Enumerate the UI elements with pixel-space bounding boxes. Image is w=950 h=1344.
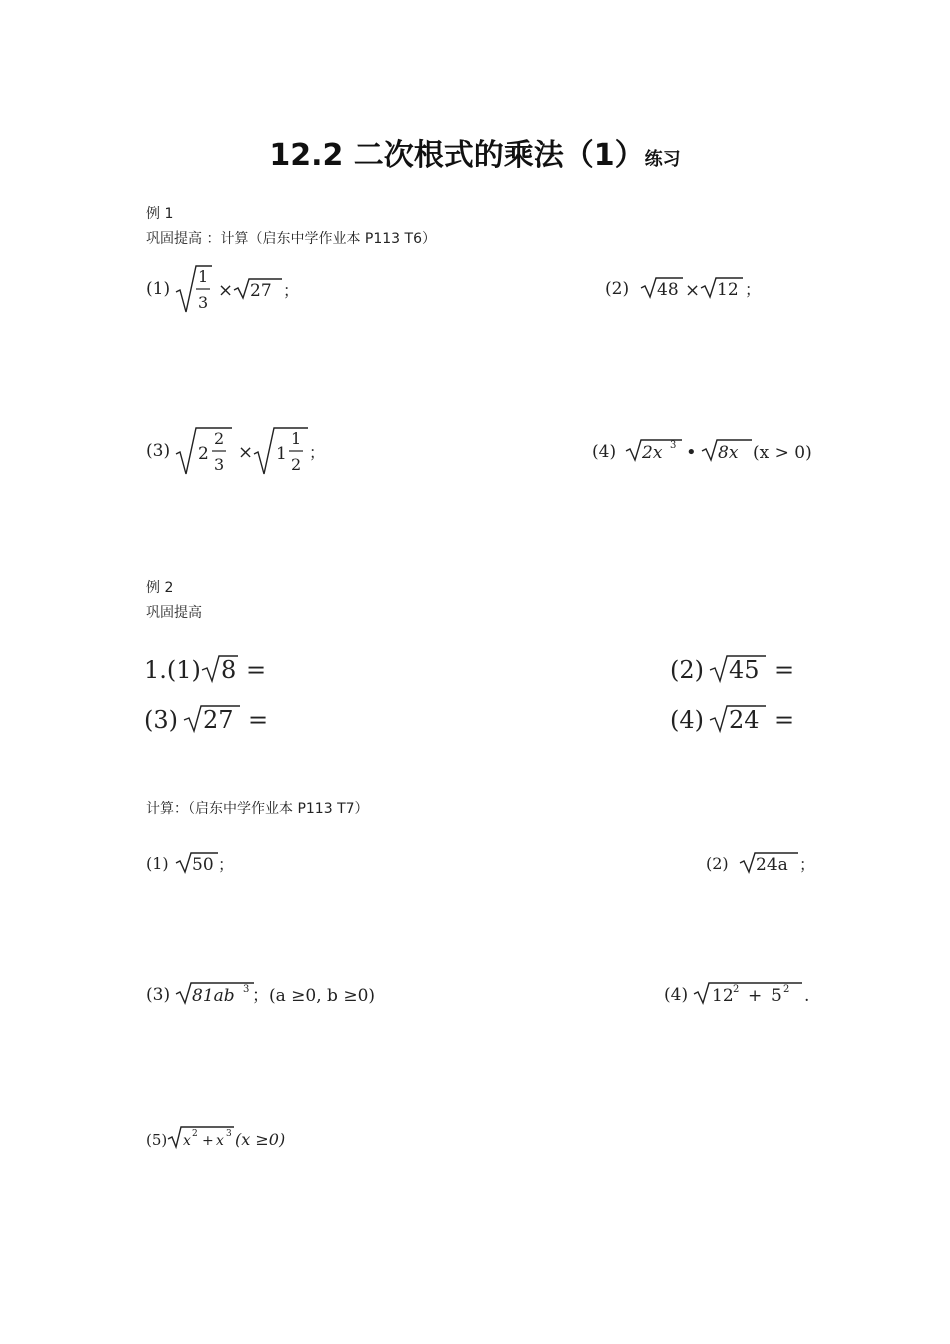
ex1-p3-whole-2: 1 (276, 444, 287, 464)
example-1-label: 例 1 (146, 206, 174, 222)
ex2-q2-radicand: 45 (729, 656, 760, 684)
ex2-q4-number: (4) (670, 706, 704, 734)
ex1-p3-whole-1: 2 (198, 444, 209, 464)
title-sub: 练习 (644, 149, 681, 170)
ex1-p1-radicand: 27 (250, 281, 272, 301)
ex2-question-2 (670, 650, 810, 688)
ex1-p1-frac-den: 3 (198, 293, 209, 312)
ex1-p3-den-2: 2 (291, 455, 302, 474)
ex2-q4-radicand: 24 (729, 706, 760, 734)
ex2-q1-equals: = (246, 656, 267, 684)
calc-p4-base-2: 5 (771, 986, 782, 1006)
ex1-problem-2 (605, 272, 780, 304)
calc-p4-base-1: 12 (712, 986, 734, 1006)
calc-p5-plus: + (202, 1133, 214, 1149)
ex2-q1-radicand: 8 (221, 656, 237, 684)
calc-p3-radicand: 81ab (192, 986, 235, 1006)
calc-p4-exp-2: 2 (783, 984, 790, 995)
calc-p3-exponent: 3 (243, 984, 250, 995)
calc-p3-condition: ；(a ≥0, b ≥0) (252, 986, 376, 1006)
example-2-heading: 巩固提高 (146, 605, 202, 621)
example-2-label: 例 2 (146, 580, 174, 596)
ex1-p3-times: × (238, 442, 254, 463)
ex1-p1-times: × (218, 280, 234, 301)
ex2-q3-radicand: 27 (203, 706, 234, 734)
calc-p2-end: ； (799, 855, 816, 874)
calc-p1-number: (1) (146, 854, 169, 873)
ex1-p1-number: (1) (146, 279, 171, 299)
ex1-problem-1 (146, 262, 316, 318)
calc-p4-end: . (804, 986, 810, 1006)
calc-problem-1 (146, 848, 246, 878)
ex1-p4-dot: • (686, 442, 697, 463)
ex1-p3-num-2: 1 (291, 429, 302, 448)
ex2-q3-number: (3) (144, 706, 178, 734)
calc-p4-number: (4) (664, 985, 689, 1005)
calc-p1-radicand: 50 (192, 855, 214, 875)
page-title (0, 130, 950, 174)
ex1-p1-end: ； (283, 281, 300, 300)
ex2-q3-equals: = (248, 706, 269, 734)
ex1-p2-number: (2) (605, 279, 630, 299)
ex2-question-3 (144, 700, 284, 738)
ex1-p1-frac-num: 1 (198, 267, 209, 286)
ex1-problem-4 (592, 434, 837, 468)
calc-heading: 计算：（启东中学作业本 P113 T7） (146, 801, 369, 817)
calc-problem-2 (706, 848, 826, 878)
ex1-p3-den-1: 3 (214, 455, 225, 474)
calc-p5-var-1: x (183, 1133, 191, 1149)
ex2-q2-number: (2) (670, 656, 704, 684)
ex1-p4-exponent: 3 (670, 440, 677, 451)
calc-p1-end: ； (218, 855, 235, 874)
calc-p5-var-2: x (216, 1133, 224, 1149)
calc-problem-4 (664, 978, 824, 1010)
calc-problem-5 (146, 1124, 306, 1154)
calc-p5-condition: (x ≥0) (235, 1130, 286, 1149)
calc-problem-3 (146, 978, 416, 1010)
ex2-question-4 (670, 700, 810, 738)
ex1-p2-end: ； (745, 280, 762, 299)
calc-p5-exp-1: 2 (192, 1129, 198, 1139)
ex1-p3-end: ； (309, 443, 326, 462)
ex1-p2-times: × (685, 280, 701, 301)
calc-p4-plus: + (748, 986, 763, 1006)
ex1-p2-radicand-1: 48 (657, 280, 679, 300)
example-1-heading: 巩固提高 ：计算（启东中学作业本 P113 T6） (146, 231, 436, 247)
ex2-q2-equals: = (774, 656, 795, 684)
ex2-q4-equals: = (774, 706, 795, 734)
calc-p5-number: (5) (146, 1131, 168, 1149)
calc-p5-exp-2: 3 (226, 1129, 232, 1139)
ex1-p4-radicand-1: 2x (642, 443, 663, 463)
calc-p3-number: (3) (146, 985, 171, 1005)
ex1-p3-num-1: 2 (214, 429, 225, 448)
calc-p2-radicand: 24a (756, 855, 788, 875)
ex1-p4-condition: (x > 0) (753, 443, 812, 463)
ex2-question-1 (144, 650, 284, 688)
ex1-p2-radicand-2: 12 (717, 280, 739, 300)
ex2-q1-number: 1.(1) (144, 656, 201, 684)
calc-p4-exp-1: 2 (733, 984, 740, 995)
ex1-p4-number: (4) (592, 442, 617, 462)
title-main: 12.2 二次根式的乘法（1） (269, 138, 645, 173)
ex1-p3-number: (3) (146, 441, 171, 461)
ex1-p4-radicand-2: 8x (718, 443, 739, 463)
calc-p2-number: (2) (706, 854, 729, 873)
ex1-problem-3 (146, 424, 336, 480)
